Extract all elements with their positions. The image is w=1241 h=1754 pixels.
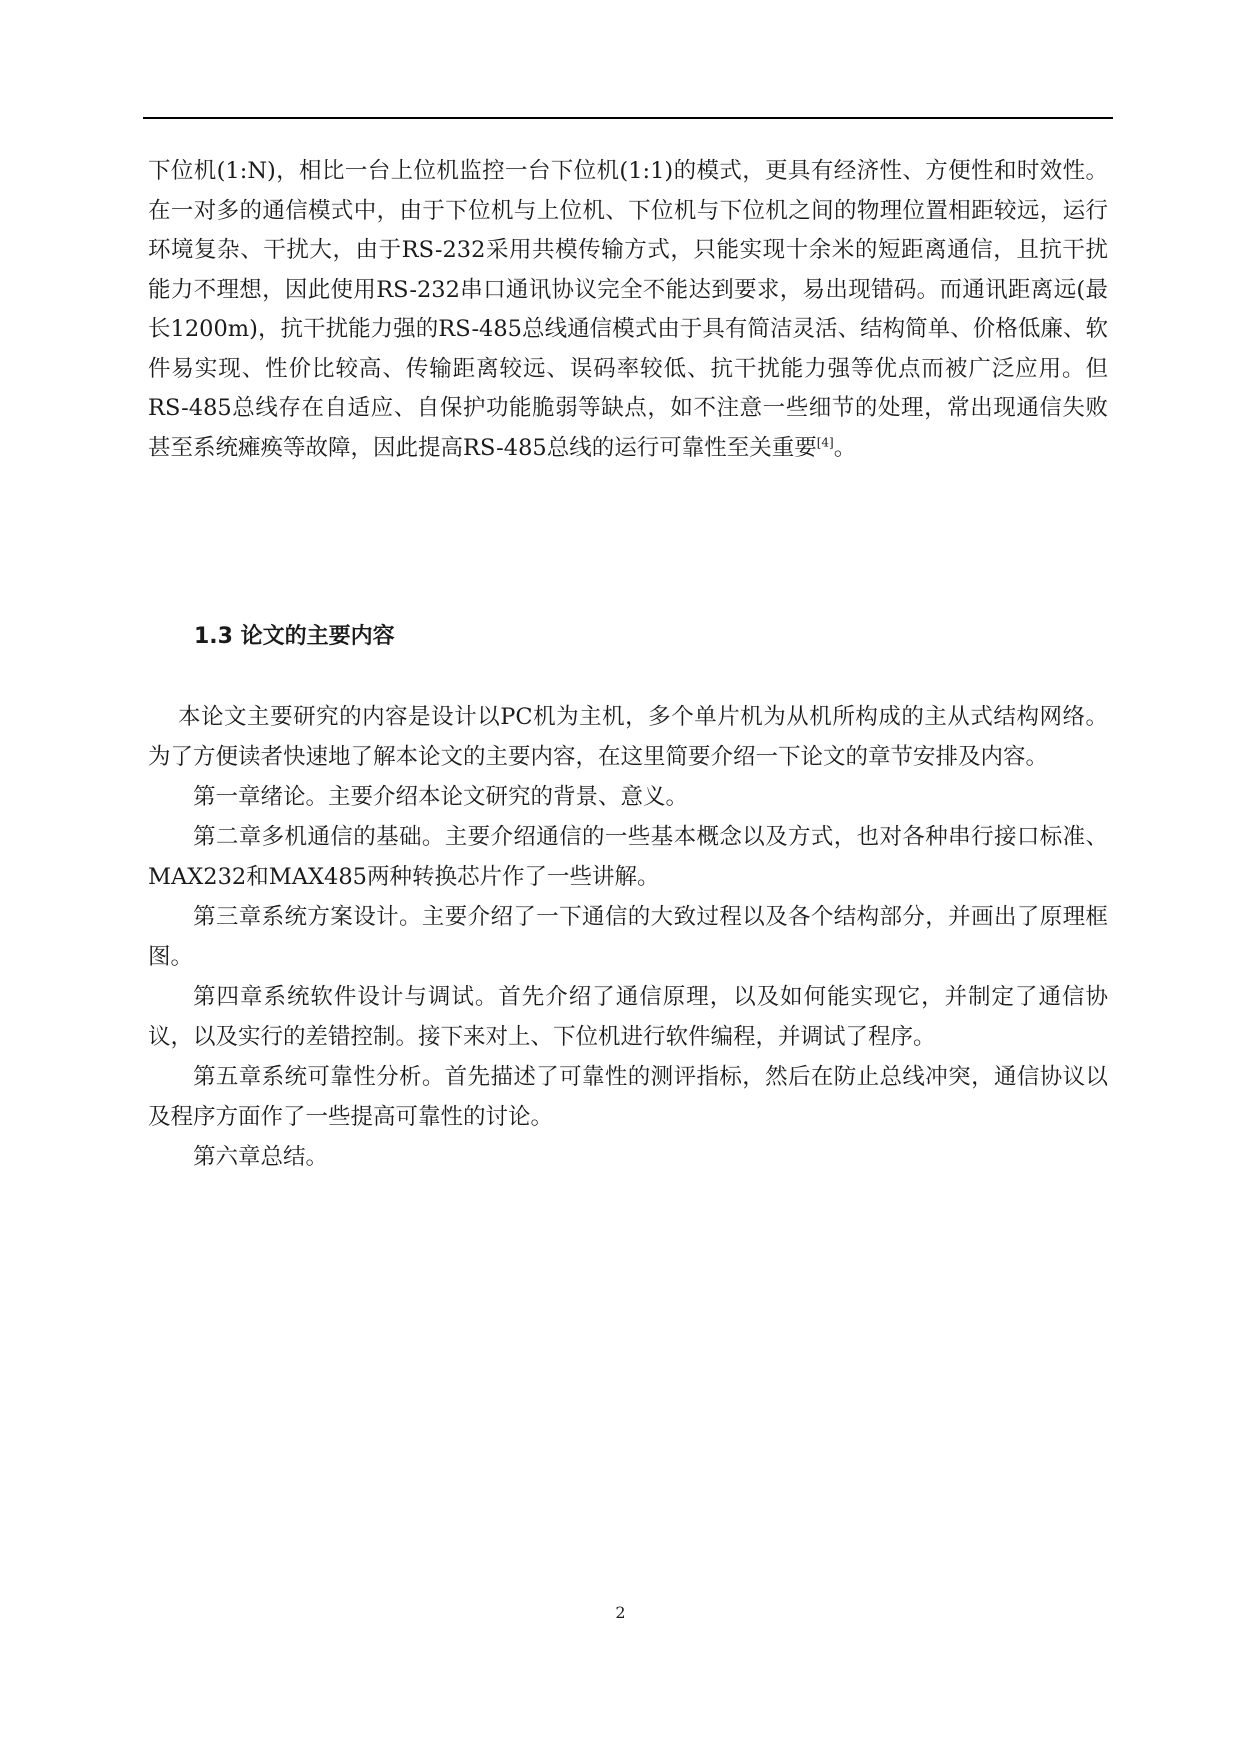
page-content [148,152,1108,1170]
chapter-summary-4: 第四章系统软件设计与调试。首先介绍了通信原理，以及如何能实现它，并制定了通信协议，以及实行的差错控制。接下来对上、下位机进行软件编程，并调试了程序。 [148,984,1108,1050]
header-rule [143,117,1113,119]
paragraph-end: 。 [833,434,857,461]
chapter-summary-2: 第二章多机通信的基础。主要介绍通信的一些基本概念以及方式，也对各种串行接口标准、MAX232和MAX485两种转换芯片作了一些讲解。 [148,824,1108,890]
section-heading: 1.3 论文的主要内容 [194,624,395,649]
citation-reference: [4] [816,435,834,449]
chapter-summary-3: 第三章系统方案设计。主要介绍了一下通信的大致过程以及各个结构部分，并画出了原理框图。 [148,904,1108,970]
paragraph-text: 下位机(1:N)，相比一台上位机监控一台下位机(1:1)的模式，更具有经济性、方便性和时效性。在一对多的通信模式中，由于下位机与上位机、下位机与下位机之间的物理位置相距较远，运行环境复杂、干扰大，由于RS-232采用共模传输方式，只能实现十余米的短距离通信，且抗干扰能力不理想，因此使用RS-232串口通讯协议完全不能达到要求，易出现错码。而通讯距离远(最长1200m)，抗干扰能力强的RS-485总线通信模式由于具有简洁灵活、结构简单、价格低廉、软件易实现、性价比较高、传输距离较远、误码率较低、抗干扰能力强等优点而被广泛应用。但RS-485总线存在自适应、自保护功能脆弱等缺点，如不注意一些细节的处理，常出现通信失败甚至系统瘫痪等故障，因此提高RS-485总线的运行可靠性至关重要 [148,158,1108,461]
chapter-summary-6: 第六章总结。 [193,1144,329,1170]
chapter-summary-5: 第五章系统可靠性分析。首先描述了可靠性的测评指标，然后在防止总线冲突，通信协议以及程序方面作了一些提高可靠性的讨论。 [148,1064,1108,1130]
page-number: 2 [615,1603,626,1622]
intro-paragraph: 本论文主要研究的内容是设计以PC机为主机，多个单片机为从机所构成的主从式结构网络。为了方便读者快速地了解本论文的主要内容，在这里简要介绍一下论文的章节安排及内容。 [148,704,1108,770]
section-body [148,697,1108,1177]
body-paragraph [148,152,1108,468]
chapter-summary-1: 第一章绪论。主要介绍本论文研究的背景、意义。 [193,784,689,810]
